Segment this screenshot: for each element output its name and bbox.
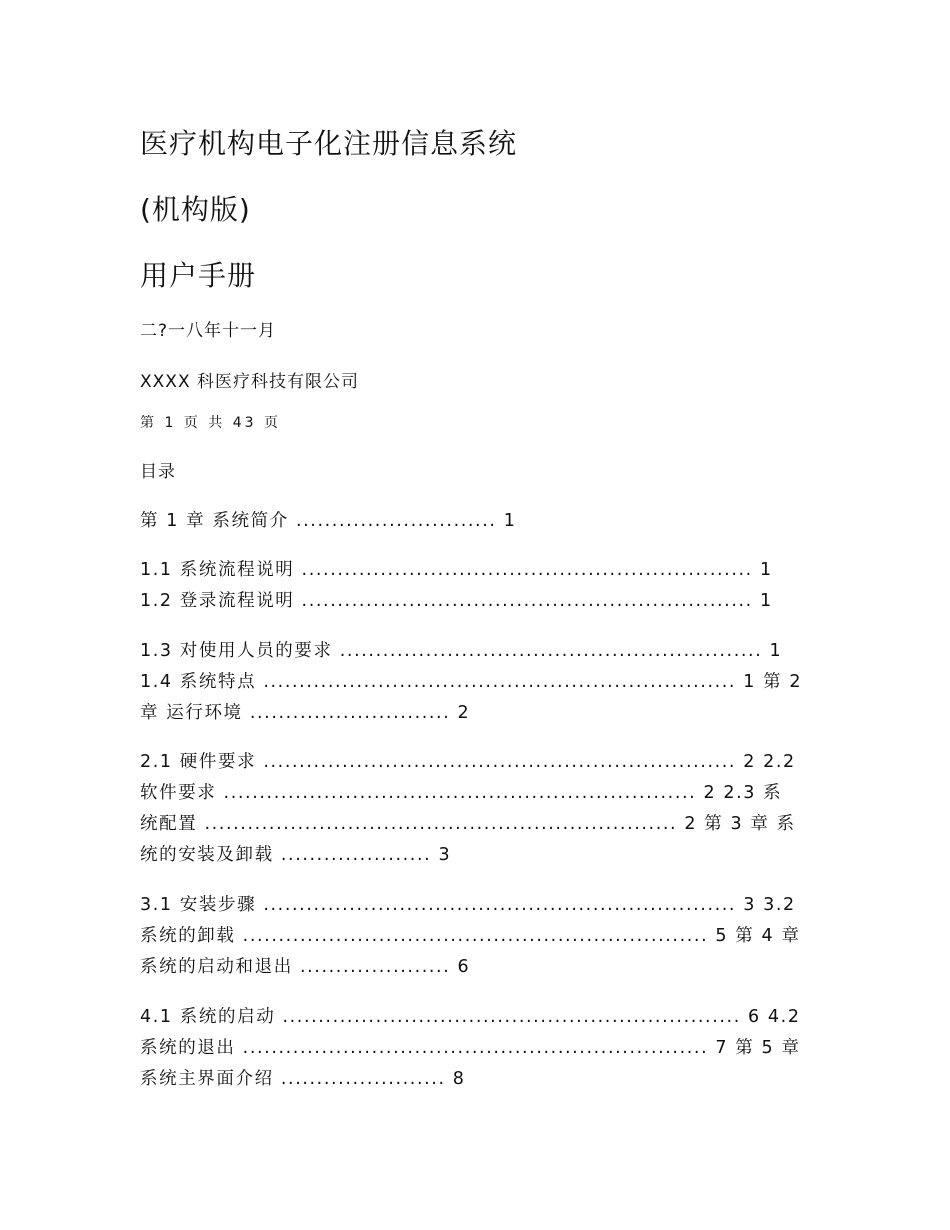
document-title-line-2: (机构版) [140, 193, 251, 226]
document-date: 二?一八年十一月 [140, 321, 277, 341]
document-title-line-1: 医疗机构电子化注册信息系统 [140, 127, 518, 160]
toc-line: 第 1 章 系统简介 ............................ 1 [140, 511, 517, 531]
toc-line: 章 运行环境 ............................ 2 [140, 703, 471, 723]
toc-line: 2.1 硬件要求 .................................................................. 2 2.2 [140, 752, 796, 772]
toc-line: 系统主界面介绍 ....................... 8 [140, 1069, 466, 1089]
toc-line: 软件要求 .................................................................. 2 2.3 系 [140, 783, 783, 803]
company-name: XXXX 科医疗科技有限公司 [140, 372, 359, 392]
toc-line: 1.2 登录流程说明 ............................................................... 1 [140, 591, 773, 611]
page-info: 第 1 页 共 43 页 [140, 415, 281, 431]
toc-line: 1.1 系统流程说明 ............................................................... 1 [140, 560, 773, 580]
toc-heading: 目录 [140, 462, 176, 482]
toc-line: 系统的卸载 ................................................................. 5 第 4 章 [140, 926, 801, 946]
toc-line: 1.3 对使用人员的要求 ........................................................... 1 [140, 641, 783, 661]
document-title-line-3: 用户手册 [140, 259, 257, 292]
toc-line: 统配置 .................................................................. 2 第 3 章 系 [140, 814, 796, 834]
toc-line: 统的安装及卸载 ..................... 3 [140, 845, 452, 865]
toc-line: 系统的启动和退出 ..................... 6 [140, 957, 471, 977]
toc-line: 1.4 系统特点 .................................................................. 1 第 2 [140, 672, 803, 692]
toc-line: 3.1 安装步骤 .................................................................. 3 3.2 [140, 895, 796, 915]
toc-line: 系统的退出 ................................................................. 7 第 5 章 [140, 1038, 801, 1058]
toc-line: 4.1 系统的启动 ................................................................ 6 4.2 [140, 1007, 801, 1027]
